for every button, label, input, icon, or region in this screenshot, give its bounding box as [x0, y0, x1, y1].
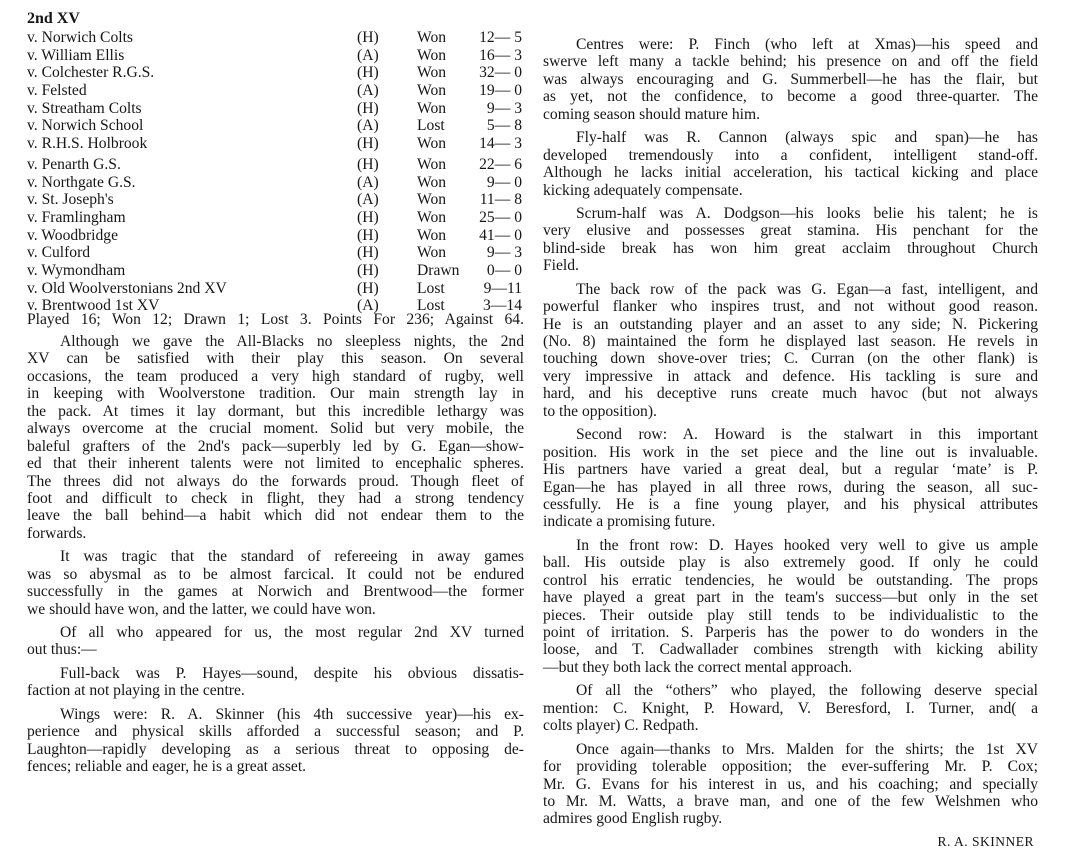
- text-line: (No. 8) maintained the form he displayed last season. He revels in: [543, 333, 1038, 350]
- text-line: XV can be satisfied with their play this season. On several: [27, 350, 524, 368]
- text-line: was so abysmal as to be almost farcical. It could not be endured: [27, 565, 524, 583]
- fixture-venue: (A): [357, 297, 379, 315]
- text-line: ed that their inherent talents were not limited to encephalic spheres.: [27, 455, 524, 473]
- text-line: ball. His outside play is also extremely good. If only he could: [543, 554, 1038, 572]
- text-line: in keeping with Woolverstone tradition. Our main strength lay in: [27, 385, 524, 403]
- text-line: touching down shove-over tries; C. Curran (on the other flank) is: [543, 350, 1038, 368]
- text-line: leave the ball behind—a habit which did not endear them to the: [27, 507, 524, 525]
- fixture-row: [27, 244, 524, 262]
- text-line: Mr. G. Evans for his interest in us, and his coaching; and specially: [543, 775, 1038, 793]
- fixture-opponent: v. Northgate G.S.: [27, 173, 136, 191]
- text-line: indicate a promising future.: [543, 513, 716, 531]
- fixture-result: Won: [417, 82, 447, 100]
- signature: R. A. SKINNER: [937, 833, 1034, 849]
- fixture-result: Won: [417, 99, 447, 117]
- report-text-left: [27, 333, 524, 782]
- text-line: hard, and his deceptive runs create much havoc (but not always: [543, 385, 1038, 403]
- fixture-venue: (H): [357, 64, 379, 82]
- fixture-venue: (H): [357, 261, 379, 279]
- text-line: fences; reliable and eager, he is a great asset.: [27, 758, 307, 776]
- text-line: successfully in the games at Norwich and Brentwood—the former: [27, 583, 524, 601]
- fixture-score: 3—14: [483, 297, 522, 315]
- paragraph: [543, 741, 1038, 828]
- fixture-venue: (H): [357, 226, 379, 244]
- paragraph: [27, 624, 524, 659]
- text-line: He is an outstanding player and an asset to any side; N. Pickering: [543, 315, 1038, 333]
- fixture-result: Lost: [417, 117, 445, 135]
- fixture-opponent: v. Framlingham: [27, 208, 126, 226]
- paragraph: [543, 682, 1038, 734]
- paragraph: [27, 706, 524, 776]
- fixture-row: [27, 100, 524, 118]
- fixture-result: Won: [417, 208, 447, 226]
- text-line: position. His work in the set piece and the line out is invaluable.: [543, 443, 1038, 461]
- fixture-venue: (H): [357, 135, 379, 153]
- text-line: Of all the “others” who played, the following deserve special: [576, 682, 1038, 700]
- text-line: as yet, not the confidence, to become a good three-quarter. The: [543, 88, 1038, 106]
- season-summary: Played 16; Won 12; Drawn 1; Lost 3. Points For 236; Against 64.: [27, 311, 524, 328]
- fixture-score: 11— 8: [479, 191, 522, 209]
- text-line: perience and physical skills afforded a successful season; and P.: [27, 723, 524, 741]
- fixture-result: Won: [417, 173, 447, 191]
- fixture-score: 12— 5: [479, 29, 522, 46]
- paragraph: [543, 281, 1038, 421]
- fixture-score: 16— 3: [479, 46, 522, 64]
- text-line: Second row: A. Howard is the stalwart in this important: [576, 426, 1038, 444]
- text-line: Once again—thanks to Mrs. Malden for the shirts; the 1st XV: [576, 740, 1038, 758]
- fixture-result: Won: [417, 244, 447, 262]
- fixture-venue: (A): [357, 82, 379, 100]
- fixture-row: [27, 47, 524, 65]
- text-line: Wings were: R. A. Skinner (his 4th successive year)—his ex-: [60, 705, 524, 723]
- fixture-score: 9— 3: [486, 244, 522, 262]
- text-line: baleful grafters of the 2nd's pack—superbly led by G. Egan—show-: [27, 437, 524, 455]
- report-text-right: [543, 36, 1038, 850]
- text-line: colts player) C. Redpath.: [543, 717, 699, 735]
- fixture-row: [27, 135, 524, 153]
- fixture-venue: (A): [357, 191, 379, 209]
- text-line: The back row of the pack was G. Egan—a fast, intelligent, and: [576, 280, 1038, 298]
- fixture-opponent: v. Woodbridge: [27, 226, 118, 244]
- text-line: powerful flanker who inspires trust, and not without good reason.: [543, 298, 1038, 316]
- text-line: cessfully. He is a fine young player, and his physical attributes: [543, 495, 1038, 513]
- text-line: always overcome at the crucial moment. Solid but very mobile, the: [27, 420, 524, 438]
- fixture-row: [27, 64, 524, 82]
- fixture-opponent: v. Streatham Colts: [27, 99, 142, 117]
- fixture-score: 0— 0: [486, 261, 522, 279]
- text-line: occasions, the team produced a very high standard of rugby, well: [27, 367, 524, 385]
- text-line: to Mr. M. Watts, a brave man, and one of the few Welshmen who: [543, 792, 1038, 810]
- text-line: was always encouraging and G. Summerbell—he has the flair, but: [543, 70, 1038, 88]
- fixture-result: Won: [417, 155, 447, 173]
- paragraph: [27, 333, 524, 542]
- text-line: very elusive and possesses great stamina. His penchant for the: [543, 222, 1038, 240]
- text-line: Fly-half was R. Cannon (always spic and span)—he has: [576, 129, 1038, 147]
- fixture-opponent: v. Penarth G.S.: [27, 155, 121, 173]
- fixture-row: [27, 29, 524, 47]
- text-line: mention: C. Knight, P. Howard, V. Beresford, I. Turner, and( a: [543, 699, 1038, 717]
- text-line: Full-back was P. Hayes—sound, despite his obvious dissatis-: [60, 664, 524, 682]
- text-line: forwards.: [27, 524, 87, 542]
- fixture-opponent: v. Culford: [27, 244, 91, 262]
- fixture-result: Lost: [417, 279, 445, 297]
- fixture-opponent: v. St. Joseph's: [27, 191, 114, 209]
- fixture-score: 32— 0: [479, 64, 522, 82]
- fixtures-table: [27, 29, 524, 315]
- paragraph: [543, 205, 1038, 275]
- fixture-row: [27, 280, 524, 298]
- fixture-venue: (H): [357, 208, 379, 226]
- fixture-venue: (A): [357, 46, 379, 64]
- text-line: Of all who appeared for us, the most regular 2nd XV turned: [60, 624, 524, 641]
- fixture-score: 9— 3: [486, 99, 522, 117]
- fixture-score: 25— 0: [479, 208, 522, 226]
- text-line: Scrum-half was A. Dodgson—his looks belie his talent; he is: [576, 204, 1038, 222]
- fixture-venue: (H): [357, 155, 379, 173]
- text-line: Egan—he has played in all three rows, during the season, all suc-: [543, 478, 1038, 496]
- fixture-venue: (A): [357, 117, 379, 135]
- text-line: admires good English rugby.: [543, 810, 723, 828]
- fixture-opponent: v. Colchester R.G.S.: [27, 64, 155, 82]
- fixture-score: 19— 0: [479, 82, 522, 100]
- text-line: Although we gave the All-Blacks no sleepless nights, the 2nd: [60, 333, 524, 350]
- fixture-opponent: v. R.H.S. Holbrook: [27, 135, 148, 153]
- text-line: for providing tolerable opposition; the ever-suffering Mr. P. Cox;: [543, 758, 1038, 776]
- text-line: Field.: [543, 257, 579, 275]
- fixture-result: Won: [417, 29, 447, 46]
- fixture-venue: (H): [357, 279, 379, 297]
- fixture-row: [27, 82, 524, 100]
- text-line: kicking adequately compensate.: [543, 181, 743, 199]
- text-line: faction at not playing in the centre.: [27, 682, 245, 700]
- fixture-row: [27, 191, 524, 209]
- fixture-opponent: v. Old Woolverstonians 2nd XV: [27, 279, 227, 297]
- text-line: very impressive in attack and defence. His tackling is sure and: [543, 367, 1038, 385]
- text-line: In the front row: D. Hayes hooked very well to give us ample: [576, 536, 1038, 554]
- paragraph: [543, 129, 1038, 199]
- paragraph: [27, 665, 524, 700]
- fixture-result: Won: [417, 191, 447, 209]
- text-line: to the opposition).: [543, 402, 657, 420]
- fixture-opponent: v. Brentwood 1st XV: [27, 297, 160, 315]
- fixture-opponent: v. Wymondham: [27, 261, 126, 279]
- text-line: control his erratic tendencies, he would be outstanding. The props: [543, 571, 1038, 589]
- fixture-row: [27, 117, 524, 135]
- text-line: point of irritation. S. Parperis has the power to do wonders in the: [543, 624, 1038, 641]
- fixture-result: Won: [417, 135, 447, 153]
- section-heading: 2nd XV: [27, 10, 80, 27]
- fixture-row: [27, 227, 524, 245]
- paragraph: [543, 426, 1038, 531]
- fixture-row: [27, 156, 524, 174]
- fixture-venue: (H): [357, 99, 379, 117]
- text-line: Although he lacks initial acceleration, his tactical kicking and place: [543, 164, 1038, 182]
- text-line: swerve left many a tackle behind; his presence on and off the field: [543, 53, 1038, 71]
- text-line: The threes did not always do the forwards proud. Though fleet of: [27, 472, 524, 490]
- fixture-score: 14— 3: [479, 135, 522, 153]
- text-line: His partners have varied a great deal, but a regular ‘mate’ is P.: [543, 461, 1038, 479]
- fixture-opponent: v. William Ellis: [27, 46, 125, 64]
- fixture-score: 41— 0: [479, 226, 522, 244]
- text-line: loose, and T. Cadwallader combines strength with kicking ability: [543, 641, 1038, 659]
- fixture-venue: (H): [357, 29, 379, 46]
- text-line: foot and difficult to check in flight, they had a strong tendency: [27, 489, 524, 507]
- text-line: developed tremendously into a confident, intelligent stand-off.: [543, 146, 1038, 164]
- fixture-result: Won: [417, 64, 447, 82]
- text-line: coming season should mature him.: [543, 105, 760, 123]
- fixture-result: Won: [417, 46, 447, 64]
- text-line: It was tragic that the standard of refereeing in away games: [60, 548, 524, 566]
- text-line: Centres were: P. Finch (who left at Xmas)—his speed and: [576, 36, 1038, 53]
- fixture-row: [27, 262, 524, 280]
- text-line: blind-side break has won him great acclaim throughout Church: [543, 239, 1038, 257]
- fixture-score: 9—11: [483, 279, 522, 297]
- fixture-result: Won: [417, 226, 447, 244]
- text-line: Laughton—rapidly developing as a serious threat to opposing de-: [27, 740, 524, 758]
- fixture-result: Lost: [417, 297, 445, 315]
- paragraph: [543, 537, 1038, 677]
- text-line: have played a great part in the team's success—but only in the set: [543, 589, 1038, 607]
- fixture-row: [27, 174, 524, 192]
- paragraph: [543, 36, 1038, 123]
- text-line: —but they both lack the correct mental approach.: [543, 658, 853, 676]
- fixture-row: [27, 209, 524, 227]
- paragraph: [27, 548, 524, 618]
- fixture-venue: (A): [357, 173, 379, 191]
- fixture-score: 5— 8: [486, 117, 522, 135]
- fixture-opponent: v. Norwich School: [27, 117, 144, 135]
- fixture-result: Drawn: [417, 261, 460, 279]
- fixture-opponent: v. Felsted: [27, 82, 87, 100]
- fixture-score: 9— 0: [486, 173, 522, 191]
- text-line: the pack. At times it lay dormant, but this incredible lethargy was: [27, 402, 524, 420]
- fixture-opponent: v. Norwich Colts: [27, 29, 133, 46]
- text-line: out thus:—: [27, 641, 97, 659]
- fixture-venue: (H): [357, 244, 379, 262]
- fixture-score: 22— 6: [479, 155, 522, 173]
- text-line: pieces. Their outside play still tends to be individualistic to the: [543, 606, 1038, 624]
- text-line: we should have won, and the latter, we could have won.: [27, 600, 376, 618]
